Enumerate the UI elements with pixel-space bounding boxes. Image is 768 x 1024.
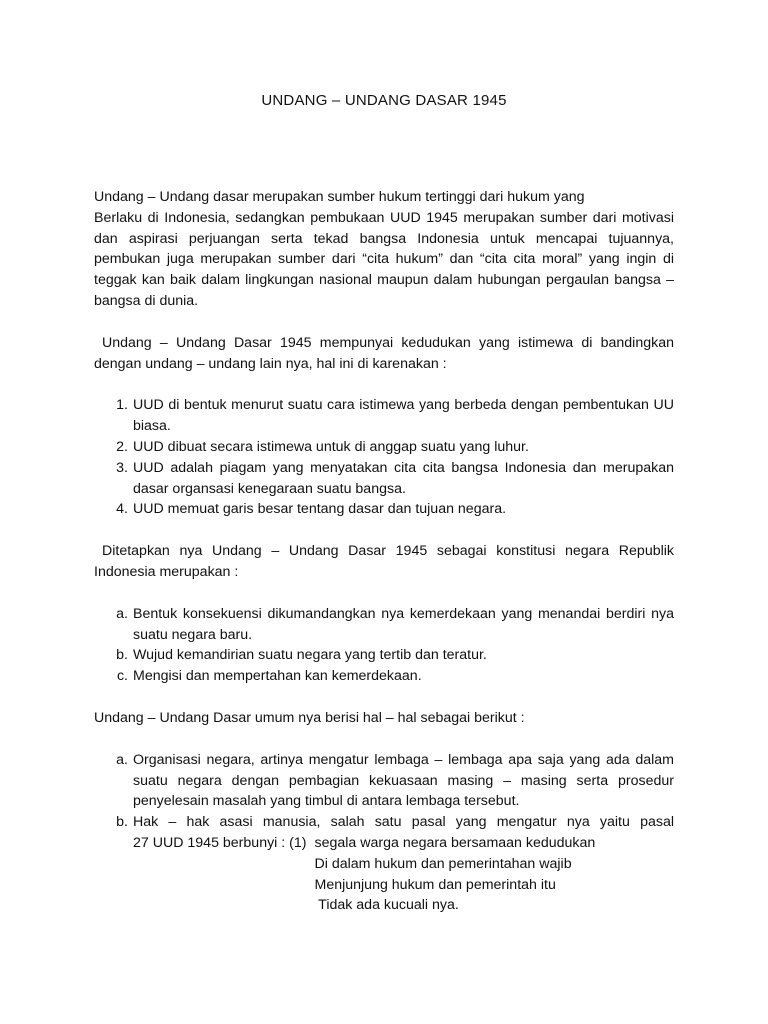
list-item: a. Organisasi negara, artinya mengatur lembaga – lembaga apa saja yang ada dalam suatu negara dengan pembagian kekuasaan masing – masing serta prosedur penyelesain masalah yang timbul di antara lembaga tersebut. — [116, 751, 674, 810]
paragraph-isi-uud: Undang – Undang Dasar umum nya berisi hal – hal sebagai berikut : — [94, 709, 525, 726]
list-item-pasal-27: b. Hak – hak asasi manusia, salah satu pasal yang mengatur nya yaitu pasal 27 UUD 1945 berbunyi : (1) segala warga negara bersamaan kedudukan Di dalam hukum dan pemerintahan wajib Menjunjung hukum dan pemerintah itu Tidak ada kucuali nya. — [94, 812, 674, 916]
paragraph-intro-rest: Berlaku di Indonesia, sedangkan pembukaan UUD 1945 merupakan sumber dari motivasi dan aspirasi perjuangan serta tekad bangsa Indonesia untuk mencapai tujuannya, pembukan juga merupakan sumber dari “cita hukum” dan “cita cita moral” yang ingin di teggak kan baik dalam lingkungan nasional maupun dalam hubungan pergaulan bangsa – bangsa di dunia. — [94, 209, 674, 309]
pasal-quote-row — [133, 833, 674, 916]
paragraph-kedudukan: Undang – Undang Dasar 1945 mempunyai kedudukan yang istimewa di bandingkan dengan undang – undang lain nya, hal ini di karenakan : — [94, 334, 674, 372]
list-item: 1. UUD di bentuk menurut suatu cara istimewa yang berbeda dengan pembentukan UU biasa. — [116, 397, 674, 435]
list-item: b. Wujud kemandirian suatu negara yang tertib dan teratur. — [116, 647, 487, 664]
document-title: UNDANG – UNDANG DASAR 1945 — [261, 92, 507, 109]
list-keistimewaan — [94, 395, 674, 520]
document-body — [94, 187, 674, 916]
quote-line: Tidak ada kucuali nya. — [314, 897, 459, 914]
list-item: c. Mengisi dan mempertahan kan kemerdekaan. — [116, 668, 422, 685]
quote-line: segala warga negara bersamaan kedudukan — [314, 834, 596, 851]
paragraph-ditetapkan: Ditetapkan nya Undang – Undang Dasar 1945 sebagai konstitusi negara Republik Indonesia merupakan : — [94, 543, 674, 580]
list-item: a. Bentuk konsekuensi dikumandangkan nya kemerdekaan yang menandai berdiri nya suatu negara baru. — [116, 605, 674, 643]
list-item: 4. UUD memuat garis besar tentang dasar dan tujuan negara. — [116, 501, 507, 518]
list-isi — [94, 750, 674, 916]
quote-line: Menjunjung hukum dan pemerintah itu — [314, 876, 556, 893]
list-item: 3. UUD adalah piagam yang menyatakan cita cita bangsa Indonesia dan merupakan dasar organsasi kenegaraan suatu bangsa. — [116, 459, 674, 497]
pasal-lead: 27 UUD 1945 berbunyi : (1) — [133, 834, 307, 851]
quote-line: Di dalam hukum dan pemerintahan wajib — [314, 855, 572, 872]
pasal-quote — [315, 833, 596, 916]
paragraph-intro — [94, 187, 674, 312]
list-konstitusi — [94, 604, 674, 687]
list-item: 2. UUD dibuat secara istimewa untuk di anggap suatu yang luhur. — [116, 438, 529, 455]
pasal-intro-line: Hak – hak asasi manusia, salah satu pasal yang mengatur nya yaitu pasal — [133, 814, 674, 831]
paragraph-intro-line1: Undang – Undang dasar merupakan sumber hukum tertinggi dari hukum yang — [94, 189, 585, 205]
